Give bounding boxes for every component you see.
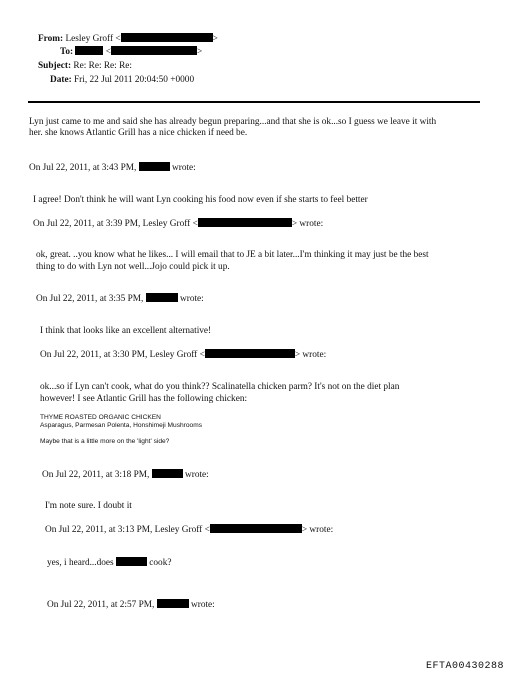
quote-attribution: On Jul 22, 2011, at 3:43 PM, wrote: <box>29 163 196 173</box>
quote-text: ok, great. ..you know what he likes... I will email that to JE a bit later...I'm thinking it may just be the best <box>36 250 429 260</box>
redaction-block <box>146 293 178 302</box>
quote-text: I think that looks like an excellent alternative! <box>40 326 212 336</box>
redaction-block <box>121 33 213 42</box>
subject-line <box>38 61 132 72</box>
quote-attribution: On Jul 22, 2011, at 3:39 PM, Lesley Groff < > wrote: <box>33 219 324 229</box>
quote-attribution: On Jul 22, 2011, at 3:18 PM, wrote: <box>42 470 209 480</box>
redaction-block <box>210 524 302 533</box>
quote-attribution: On Jul 22, 2011, at 3:13 PM, Lesley Groff < > wrote: <box>45 525 334 535</box>
redaction-block <box>139 162 170 171</box>
body-line: her. she knows Atlantic Grill has a nice chicken if need be. <box>29 128 248 138</box>
menu-note: Maybe that is a little more on the 'light' side? <box>40 438 170 445</box>
quote-attribution: On Jul 22, 2011, at 3:35 PM, wrote: <box>36 294 204 304</box>
body-line: Lyn just came to me and said she has already begun preparing...and that she is ok...so I guess we leave it with <box>29 117 437 127</box>
date-label: Date: <box>50 75 72 85</box>
from-name: Lesley Groff < <box>65 34 121 44</box>
redaction-block <box>152 469 183 478</box>
from-label: From: <box>38 34 64 44</box>
quote-text: thing to do with Lyn not well...Jojo could pick it up. <box>36 262 230 272</box>
redaction-block <box>157 599 189 608</box>
quote-text: yes, i heard...does cook? <box>47 558 172 568</box>
quote-attribution: On Jul 22, 2011, at 2:57 PM, wrote: <box>47 600 215 610</box>
quote-text: however! I see Atlantic Grill has the following chicken: <box>40 394 248 404</box>
quote-text: I agree! Don't think he will want Lyn cooking his food now even if she starts to feel better <box>33 195 368 205</box>
redaction-block <box>198 218 292 227</box>
subject-label: Subject: <box>38 61 72 71</box>
subject-value: Re: Re: Re: Re: <box>73 61 133 71</box>
quote-text: ok...so if Lyn can't cook, what do you think?? Scalinatella chicken parm? It's not on the diet plan <box>40 382 400 392</box>
redaction-block <box>116 557 147 566</box>
quote-attribution: On Jul 22, 2011, at 3:30 PM, Lesley Groff < > wrote: <box>40 350 327 360</box>
menu-item-description: Asparagus, Parmesan Polenta, Honshimeji Mushrooms <box>40 422 202 429</box>
header-divider <box>28 101 480 103</box>
menu-item-title: THYME ROASTED ORGANIC CHICKEN <box>40 414 161 421</box>
redaction-block <box>205 349 295 358</box>
redaction-block <box>75 46 103 55</box>
date-value: Fri, 22 Jul 2011 20:04:50 +0000 <box>74 75 195 85</box>
document-id: EFTA00430288 <box>425 661 504 672</box>
to-line: To: < > <box>60 47 203 57</box>
quote-text: I'm note sure. I doubt it <box>45 501 132 511</box>
redaction-block <box>111 46 197 55</box>
from-line: From: Lesley Groff < > <box>38 34 218 44</box>
to-label: To: <box>60 47 74 57</box>
date-line <box>50 75 194 86</box>
